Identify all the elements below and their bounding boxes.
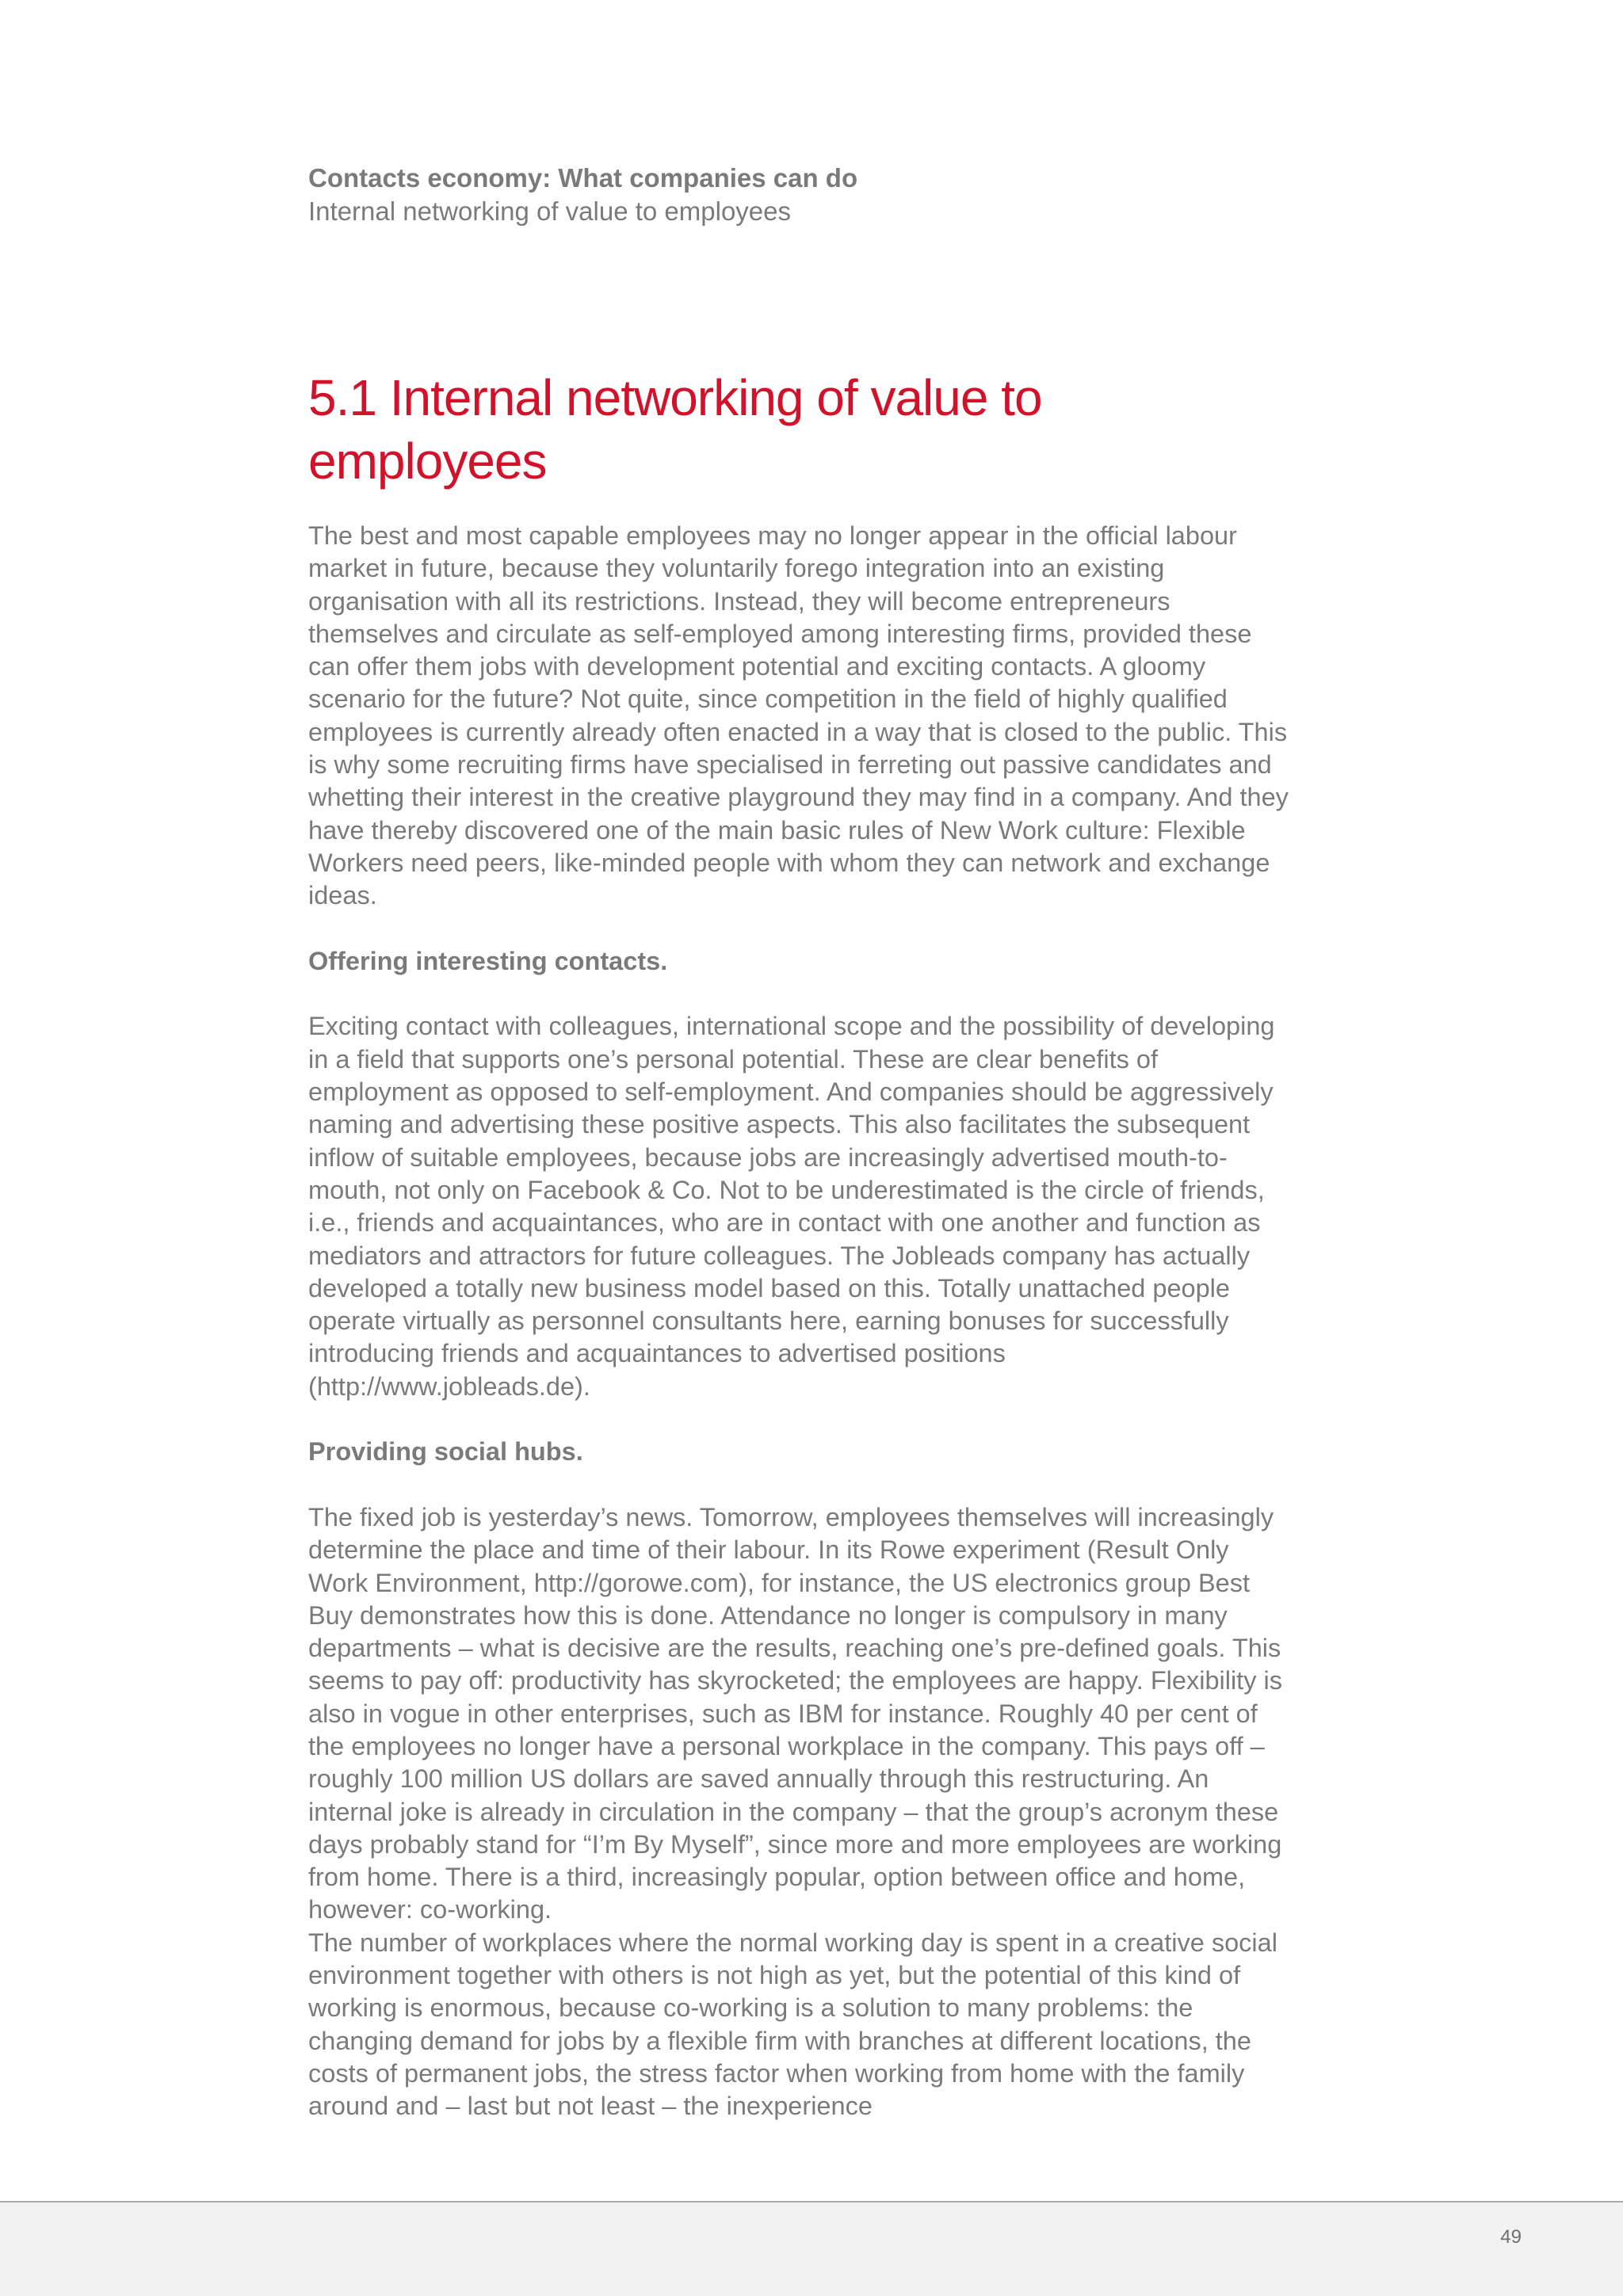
paragraph-intro: The best and most capable employees may no longer appear in the official labour market in future, because they voluntarily forego integration into an existing organisation with all its restrictions. Instead, they will become entrepreneurs themselves and circulate as self-employed among interesting firms, provided these can offer them jobs with development potential and exciting contacts. A gloomy scenario for the future? Not quite, since competition in the field of highly qualified employees is currently already often enacted in a way that is closed to the public. This is why some recruiting firms have specialised in ferreting out passive candidates and whetting their interest in the creative playground they may find in a company. And they have thereby discovered one of the main basic rules of New Work culture: Flexible Workers need peers, like-minded people with whom they can network and exchange ideas. <box>308 521 1289 910</box>
paragraph-hubs-2: The number of workplaces where the normal working day is spent in a creative social environment together with others is not high as yet, but the potential of this kind of working is enormous, because co-working is a solution to many problems: the changing demand for jobs by a flexible firm with branches at different locations, the costs of permanent jobs, the stress factor when working from home with the family around and – last but not least – the inexperience <box>308 1928 1277 2121</box>
paragraph-contacts: Exciting contact with colleagues, international scope and the possibility of developing in a field that supports one’s personal potential. These are clear benefits of employment as opposed to self-employment. And companies should be aggressively naming and advertising these positive aspects. This also facilitates the subsequent inflow of suitable employees, because jobs are increasingly advertised mouth-to-mouth, not only on Facebook & Co. Not to be underestimated is the circle of friends, i.e., friends and acquaintances, who are in contact with one another and function as mediators and attractors for future colleagues. The Jobleads company has actually developed a totally new business model based on this. Totally unattached people operate virtually as personnel consultants here, earning bonuses for successfully introducing friends and acquaintances to advertised positions (http://www.jobleads.de). <box>308 1012 1275 1401</box>
article <box>308 366 1291 2123</box>
paragraph-hubs-1: The fixed job is yesterday’s news. Tomorrow, employees themselves will increasingly determine the place and time of their labour. In its Rowe experiment (Result Only Work Environment, http://gorowe.com), for instance, the US electronics group Best Buy demonstrates how this is done. Attendance no longer is compulsory in many departments – what is decisive are the results, reaching one’s pre-defined goals. This seems to pay off: productivity has skyrocketed; the employees are happy. Flexibility is also in vogue in other enterprises, such as IBM for instance. Roughly 40 per cent of the employees no longer have a personal workplace in the company. This pays off – roughly 100 million US dollars are saved annually through this restructuring. An internal joke is already in circulation in the company – that the group’s acronym these days probably stand for “I’m By Myself”, since more and more employees are working from home. There is a third, increasingly popular, option between office and home, however: co-working. <box>308 1502 1282 1924</box>
running-header-section: Contacts economy: What companies can do <box>308 163 858 193</box>
running-header-subsection: Internal networking of value to employees <box>308 196 792 226</box>
page-footer <box>0 2201 1623 2296</box>
subheading-offering-contacts: Offering interesting contacts. <box>308 946 668 975</box>
subheading-social-hubs: Providing social hubs. <box>308 1437 583 1466</box>
page-number: 49 <box>1500 2226 1522 2248</box>
running-header <box>308 162 1418 228</box>
article-body <box>308 520 1291 2123</box>
page-title: 5.1 Internal networking of value to employees <box>308 369 1042 490</box>
